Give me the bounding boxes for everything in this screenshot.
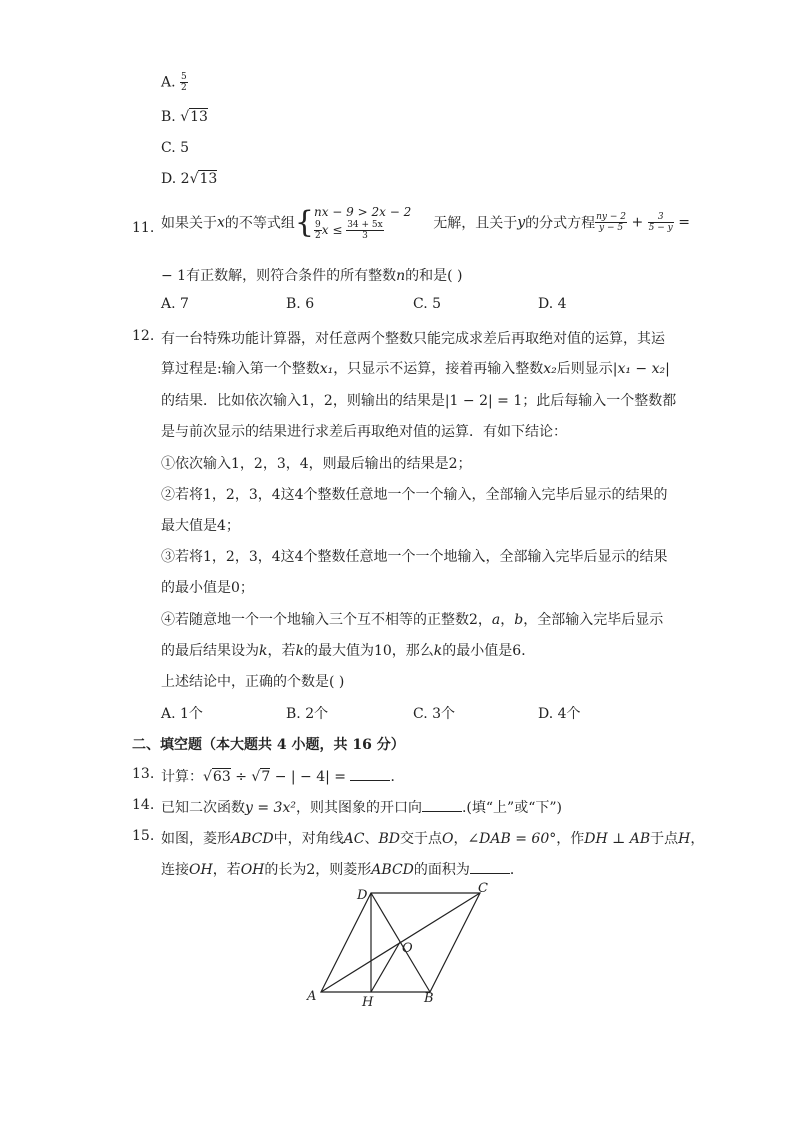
q15-line2: 连接OH，若OH的长为2，则菱形ABCD的面积为 ． — [161, 862, 524, 878]
question-number: 14. — [132, 797, 155, 813]
label-a: A — [307, 989, 317, 1004]
q14-text: 已知二次函数y = 3x²，则其图象的开口向 .(填“上”或“下”) — [161, 800, 562, 816]
label-d: D — [357, 888, 368, 903]
q15-line1: 如图，菱形ABCD中，对角线AC、BD交于点O，∠DAB = 60°，作DH ⊥ AB于点H， — [161, 831, 705, 847]
question-number: 15. — [132, 828, 155, 844]
q12-conclusion-2b: 最大值是4； — [161, 518, 240, 534]
q11-option-d: D. 4 — [538, 296, 567, 312]
q12-conclusion-4b: 的最后结果设为k，若k的最大值为10，那么k的最小值是6． — [161, 643, 536, 659]
q12-option-d: D. 4个 — [538, 706, 581, 722]
question-number: 11. — [132, 220, 155, 236]
brace-symbol: { — [294, 204, 314, 240]
fraction: $\frac{5}{2}$ — [181, 72, 187, 93]
q12-question: 上述结论中，正确的个数是( ) — [161, 674, 345, 690]
q12-line3: 的结果．比如依次输入1，2，则输出的结果是|1 − 2| = 1；此后每输入一个整数都 — [161, 393, 677, 409]
q12-option-c: C. 3个 — [413, 706, 456, 722]
inequality-system: nx − 9 > 2x − 2 $\frac{9}{2}$ x ≤ $\frac{34 + 5x}{3}$ — [314, 205, 412, 241]
q12-option-b: B. 2个 — [286, 706, 329, 722]
q12-conclusion-3b: 的最小值是0； — [161, 580, 254, 596]
q12-conclusion-4a: ④若随意地一个一个地输入三个互不相等的正整数2，a，b，全部输入完毕后显示 — [161, 612, 664, 628]
q12-option-a: A. 1个 — [161, 706, 203, 722]
answer-blank[interactable] — [422, 799, 462, 812]
q11-option-b: B. 6 — [286, 296, 315, 312]
q12-conclusion-2a: ②若将1，2，3，4这4个整数任意地一个一个输入，全部输入完毕后显示的结果的 — [161, 487, 668, 503]
q12-line4: 是与前次显示的结果进行求差后再取绝对值的运算．有如下结论： — [161, 424, 567, 440]
q12-conclusion-3a: ③若将1，2，3，4这4个整数任意地一个一个地输入，全部输入完毕后显示的结果 — [161, 549, 668, 565]
rhombus-figure — [300, 880, 500, 1010]
label-h: H — [362, 995, 374, 1010]
question-number: 13. — [132, 766, 155, 782]
label-c: C — [478, 881, 488, 896]
q12-line2: 算过程是:输入第一个整数x₁，只显示不运算，接着再输入整数x₂后则显示|x₁ − x₂| — [161, 361, 670, 377]
answer-blank[interactable] — [470, 861, 510, 874]
q10-option-a: A. $\frac{5}{2}$ — [161, 72, 187, 93]
answer-blank[interactable] — [350, 768, 390, 781]
segment-oh — [371, 942, 400, 992]
q10-option-c: C. 5 — [161, 140, 190, 156]
q12-line1: 有一台特殊功能计算器，对任意两个整数只能完成求差后再取绝对值的运算，其运 — [161, 331, 665, 347]
q11-line1: 如果关于x的不等式组{ nx − 9 > 2x − 2 $\frac{9}{2}$ x ≤ $\frac{34 + 5x}{3}$ 无解，且关于y的分式方程 $\frac{ny - 2}{y - 5}$ + $\frac{3}{5 - y}$ = — [161, 204, 690, 241]
label-o: O — [402, 941, 413, 956]
q11-line2: − 1有正数解，则符合条件的所有整数n的和是( ) — [161, 268, 463, 284]
section-heading: 二、填空题（本大题共 4 小题，共 16 分） — [132, 737, 405, 753]
q13-text: 计算：√63 ÷ √7 − | − 4| = ． — [161, 769, 405, 785]
q10-option-b: B. √13 — [161, 109, 208, 125]
q10-option-d: D. 2√13 — [161, 171, 218, 187]
q11-option-a: A. 7 — [161, 296, 189, 312]
question-number: 12. — [132, 328, 155, 344]
fraction: $\frac{3}{5 - y}$ — [648, 212, 673, 233]
q12-conclusion-1: ①依次输入1，2，3，4，则最后输出的结果是2； — [161, 456, 472, 472]
label-b: B — [424, 991, 434, 1006]
q11-option-c: C. 5 — [413, 296, 442, 312]
fraction: $\frac{ny - 2}{y - 5}$ — [596, 212, 627, 233]
